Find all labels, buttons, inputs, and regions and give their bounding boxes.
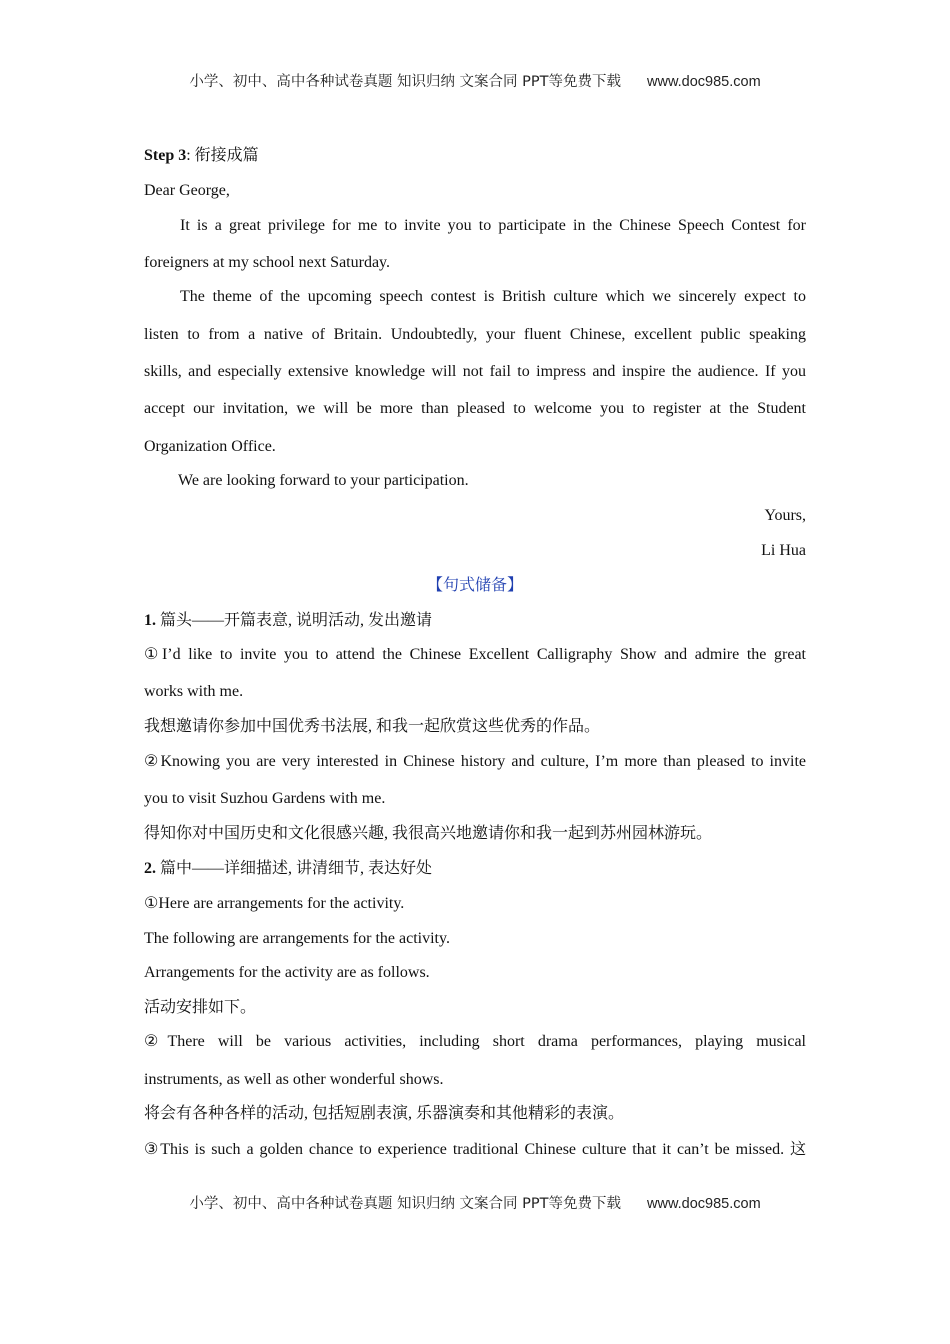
s2-a1: ①Here are arrangements for the activity.	[144, 895, 405, 912]
s1-e1-line-1: ①I’d like to invite you to attend the Chinese Excellent Calligraphy Show and admire the great	[144, 646, 806, 663]
s1-e2-line-1: ②Knowing you are very interested in Chinese history and culture, I’m more than pleased to invite	[144, 753, 806, 770]
s2-num: 2.	[144, 860, 156, 877]
step-label: Step 3	[144, 147, 187, 164]
s1-e2-line-2: you to visit Suzhou Gardens with me.	[144, 790, 386, 807]
step-title: : 衔接成篇	[186, 147, 259, 164]
page-header	[0, 70, 950, 91]
letter-p2-line-3: skills, and especially extensive knowledge will not fail to impress and inspire the audience. If you	[144, 363, 806, 380]
footer-text: 小学、初中、高中各种试卷真题 知识归纳 文案合同 PPT等免费下载	[189, 1196, 622, 1212]
s2-title: 篇中——详细描述, 讲清细节, 表达好处	[156, 860, 433, 877]
letter-greeting: Dear George,	[144, 182, 230, 199]
header-site: www.doc985.com	[647, 74, 761, 90]
s1-e1-cn: 我想邀请你参加中国优秀书法展, 和我一起欣赏这些优秀的作品。	[144, 718, 601, 735]
letter-p2-line-2: listen to from a native of Britain. Undoubtedly, your fluent Chinese, excellent public speaking	[144, 326, 806, 343]
s2-a2: The following are arrangements for the activity.	[144, 930, 450, 947]
section-title: 【句式储备】	[426, 577, 523, 594]
s1-num: 1.	[144, 612, 156, 629]
letter-p1-line-2: foreigners at my school next Saturday.	[144, 254, 391, 271]
s1-heading	[144, 611, 806, 631]
s1-title: 篇头——开篇表意, 说明活动, 发出邀请	[156, 612, 433, 629]
letter-p2-line-5: Organization Office.	[144, 438, 276, 455]
s2-c-line-1: ③This is such a golden chance to experience traditional Chinese culture that it can’t be missed. 这	[144, 1141, 806, 1158]
letter-closing: Yours,	[764, 507, 806, 524]
letter-p1-line-1: It is a great privilege for me to invite you to participate in the Chinese Speech Contest for	[180, 217, 806, 234]
header-text: 小学、初中、高中各种试卷真题 知识归纳 文案合同 PPT等免费下载	[189, 74, 622, 90]
s1-e2-cn: 得知你对中国历史和文化很感兴趣, 我很高兴地邀请你和我一起到苏州园林游玩。	[144, 825, 713, 842]
s1-e1-line-2: works with me.	[144, 683, 244, 700]
s2-a-cn: 活动安排如下。	[144, 999, 257, 1016]
letter-p2-line-4: accept our invitation, we will be more than pleased to welcome you to register at the Student	[144, 400, 806, 417]
footer-site: www.doc985.com	[647, 1196, 761, 1212]
s2-heading	[144, 859, 806, 879]
letter-p2-line-1: The theme of the upcoming speech contest is British culture which we sincerely expect to	[180, 288, 806, 305]
s2-b-cn: 将会有各种各样的活动, 包括短剧表演, 乐器演奏和其他精彩的表演。	[144, 1105, 625, 1122]
s2-b-line-1: ②There will be various activities, including short drama performances, playing musical	[144, 1033, 806, 1050]
step-heading	[144, 146, 806, 166]
page-footer	[0, 1192, 950, 1213]
letter-signature: Li Hua	[761, 542, 806, 559]
s2-b-line-2: instruments, as well as other wonderful shows.	[144, 1071, 444, 1088]
s2-a3: Arrangements for the activity are as follows.	[144, 964, 430, 981]
letter-p3: We are looking forward to your participation.	[178, 472, 469, 489]
